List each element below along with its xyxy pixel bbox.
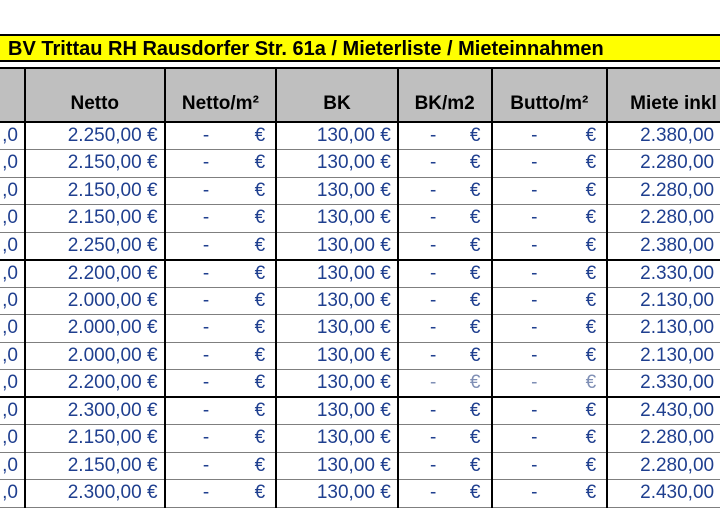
cell-bk[interactable]: 130,00 € [276,370,398,398]
cell-miete[interactable]: 2.330,00 [607,260,720,288]
cell-miete[interactable]: 2.130,00 [607,342,720,370]
dash-value: - [429,234,437,256]
dash-value: - [531,482,538,503]
cell-netto[interactable]: 2.150,00 € [25,452,165,480]
dash-value: - [202,344,210,366]
cell-bk-m2[interactable] [398,425,492,453]
header-first[interactable] [0,68,25,122]
table-row [0,122,720,150]
dash-value: - [202,125,210,146]
cell-bk-m2[interactable] [398,370,492,398]
euro-sign: € [585,372,597,393]
cell-butto-m2[interactable] [492,315,608,343]
euro-sign: € [469,234,481,256]
cell-netto[interactable]: 2.200,00 € [25,260,165,288]
cell-bk[interactable]: 130,00 € [276,260,398,288]
cell-miete[interactable]: 2.380,00 [607,232,720,260]
cell-butto-m2[interactable] [492,480,608,508]
dash-value: - [531,289,538,311]
header-miete[interactable]: Miete inkl [607,68,720,122]
cell-miete[interactable]: 2.280,00 [607,452,720,480]
cell-netto-m2[interactable] [165,150,277,178]
euro-sign: € [254,289,266,311]
table-row [0,205,720,233]
table-row [0,480,720,508]
cell-netto-m2[interactable] [165,425,277,453]
cell-first[interactable]: ,0 [0,342,25,370]
cell-netto-m2[interactable] [165,260,277,288]
euro-sign: € [469,372,481,393]
cell-netto[interactable]: 2.000,00 € [25,315,165,343]
euro-sign: € [254,152,266,173]
euro-sign: € [585,262,597,284]
euro-sign: € [585,289,597,311]
cell-bk[interactable]: 130,00 € [276,452,398,480]
table-row [0,370,720,398]
dash-value: - [531,344,538,366]
cell-bk-m2[interactable] [398,177,492,205]
cell-butto-m2[interactable] [492,287,608,315]
dash-value: - [202,207,210,228]
euro-sign: € [585,482,597,503]
cell-miete[interactable]: 2.280,00 [607,177,720,205]
cell-butto-m2[interactable] [492,260,608,288]
cell-butto-m2[interactable] [492,452,608,480]
euro-sign: € [585,125,597,146]
euro-sign: € [254,179,266,201]
cell-butto-m2[interactable] [492,342,608,370]
cell-first[interactable]: ,0 [0,260,25,288]
euro-sign: € [469,289,481,311]
cell-bk-m2[interactable] [398,122,492,150]
cell-bk-m2[interactable] [398,150,492,178]
cell-netto-m2[interactable] [165,177,277,205]
cell-bk-m2[interactable] [398,315,492,343]
dash-value: - [202,262,210,284]
cell-netto-m2[interactable] [165,315,277,343]
cell-butto-m2[interactable] [492,150,608,178]
cell-bk[interactable]: 130,00 € [276,315,398,343]
cell-bk[interactable]: 130,00 € [276,287,398,315]
cell-netto[interactable]: 2.250,00 € [25,122,165,150]
dash-value: - [531,125,538,146]
cell-miete[interactable]: 2.330,00 [607,370,720,398]
table-row [0,232,720,260]
table-row [0,315,720,343]
cell-netto-m2[interactable] [165,122,277,150]
cell-netto-m2[interactable] [165,342,277,370]
cell-first[interactable]: ,0 [0,232,25,260]
dash-value: - [531,234,538,256]
euro-sign: € [254,317,266,338]
dash-value: - [531,262,538,284]
dash-value: - [429,400,437,421]
cell-miete[interactable]: 2.280,00 [607,150,720,178]
euro-sign: € [469,482,481,503]
header-bk[interactable]: BK [276,68,398,122]
dash-value: - [429,207,437,228]
dash-value: - [429,372,437,393]
dash-value: - [202,289,210,311]
cell-netto[interactable]: 2.150,00 € [25,177,165,205]
euro-sign: € [585,454,597,476]
euro-sign: € [585,234,597,256]
cell-netto[interactable]: 2.250,00 € [25,232,165,260]
dash-value: - [429,262,437,284]
cell-bk[interactable]: 130,00 € [276,425,398,453]
dash-value: - [202,152,210,173]
euro-sign: € [585,400,597,421]
euro-sign: € [585,344,597,366]
cell-bk[interactable]: 130,00 € [276,150,398,178]
cell-bk[interactable]: 130,00 € [276,342,398,370]
dash-value: - [429,152,437,173]
euro-sign: € [469,207,481,228]
cell-bk[interactable]: 130,00 € [276,397,398,425]
table-row [0,397,720,425]
table-row [0,260,720,288]
cell-netto[interactable]: 2.000,00 € [25,342,165,370]
tenant-table [0,67,720,508]
dash-value: - [429,454,437,476]
dash-value: - [202,454,210,476]
euro-sign: € [254,482,266,503]
cell-netto[interactable]: 2.300,00 € [25,480,165,508]
table-row [0,150,720,178]
cell-bk-m2[interactable] [398,232,492,260]
euro-sign: € [469,179,481,201]
header-butto-m2[interactable]: Butto/m² [492,68,608,122]
dash-value: - [429,317,437,338]
dash-value: - [202,179,210,201]
cell-netto[interactable]: 2.150,00 € [25,205,165,233]
cell-first[interactable]: ,0 [0,397,25,425]
dash-value: - [429,289,437,311]
euro-sign: € [254,234,266,256]
cell-bk[interactable]: 130,00 € [276,122,398,150]
euro-sign: € [469,152,481,173]
table-body [0,122,720,507]
cell-netto-m2[interactable] [165,232,277,260]
euro-sign: € [469,125,481,146]
dash-value: - [531,400,538,421]
cell-first[interactable]: ,0 [0,370,25,398]
cell-bk[interactable]: 130,00 € [276,232,398,260]
dash-value: - [531,454,538,476]
euro-sign: € [254,344,266,366]
dash-value: - [202,482,210,503]
cell-bk-m2[interactable] [398,342,492,370]
euro-sign: € [254,400,266,421]
euro-sign: € [254,427,266,448]
cell-butto-m2[interactable] [492,122,608,150]
table-row [0,452,720,480]
cell-netto-m2[interactable] [165,397,277,425]
dash-value: - [531,372,538,393]
cell-netto-m2[interactable] [165,370,277,398]
cell-first[interactable]: ,0 [0,122,25,150]
cell-butto-m2[interactable] [492,232,608,260]
cell-miete[interactable]: 2.130,00 [607,287,720,315]
sheet-title-bar [0,34,720,62]
euro-sign: € [254,125,266,146]
cell-bk-m2[interactable] [398,397,492,425]
cell-bk[interactable]: 130,00 € [276,205,398,233]
cell-miete[interactable]: 2.130,00 [607,315,720,343]
dash-value: - [531,427,538,448]
euro-sign: € [469,317,481,338]
euro-sign: € [585,179,597,201]
dash-value: - [429,344,437,366]
cell-bk-m2[interactable] [398,287,492,315]
cell-miete[interactable]: 2.380,00 [607,122,720,150]
cell-netto-m2[interactable] [165,205,277,233]
cell-miete[interactable]: 2.430,00 [607,397,720,425]
dash-value: - [531,152,538,173]
dash-value: - [202,317,210,338]
dash-value: - [429,427,437,448]
cell-netto[interactable]: 2.300,00 € [25,397,165,425]
euro-sign: € [254,207,266,228]
cell-bk-m2[interactable] [398,260,492,288]
cell-netto[interactable]: 2.150,00 € [25,150,165,178]
dash-value: - [202,427,210,448]
header-row [0,68,720,122]
euro-sign: € [469,262,481,284]
euro-sign: € [469,400,481,421]
dash-value: - [429,179,437,201]
dash-value: - [202,234,210,256]
dash-value: - [531,317,538,338]
cell-first[interactable]: ,0 [0,205,25,233]
table-row [0,287,720,315]
header-netto-m2[interactable]: Netto/m² [165,68,277,122]
euro-sign: € [254,372,266,393]
cell-netto[interactable]: 2.150,00 € [25,425,165,453]
euro-sign: € [254,262,266,284]
cell-bk[interactable]: 130,00 € [276,177,398,205]
sheet-title: BV Trittau RH Rausdorfer Str. 61a / Mieterliste / Mieteinnahmen [8,38,604,60]
cell-first[interactable]: ,0 [0,452,25,480]
cell-first[interactable]: ,0 [0,315,25,343]
table-row [0,342,720,370]
dash-value: - [429,482,437,503]
euro-sign: € [469,427,481,448]
dash-value: - [531,179,538,201]
table-row [0,425,720,453]
cell-first[interactable]: ,0 [0,150,25,178]
cell-miete[interactable]: 2.280,00 [607,205,720,233]
cell-bk-m2[interactable] [398,480,492,508]
euro-sign: € [585,207,597,228]
cell-netto-m2[interactable] [165,287,277,315]
dash-value: - [202,372,210,393]
euro-sign: € [254,454,266,476]
cell-butto-m2[interactable] [492,177,608,205]
cell-butto-m2[interactable] [492,425,608,453]
cell-miete[interactable]: 2.430,00 [607,480,720,508]
cell-netto[interactable]: 2.000,00 € [25,287,165,315]
cell-butto-m2[interactable] [492,397,608,425]
cell-first[interactable]: ,0 [0,425,25,453]
cell-netto-m2[interactable] [165,480,277,508]
cell-miete[interactable]: 2.280,00 [607,425,720,453]
cell-bk[interactable]: 130,00 € [276,480,398,508]
euro-sign: € [469,344,481,366]
euro-sign: € [585,427,597,448]
cell-first[interactable]: ,0 [0,287,25,315]
header-netto[interactable]: Netto [25,68,165,122]
cell-bk-m2[interactable] [398,205,492,233]
cell-bk-m2[interactable] [398,452,492,480]
euro-sign: € [585,317,597,338]
header-bk-m2[interactable]: BK/m2 [398,68,492,122]
cell-first[interactable]: ,0 [0,177,25,205]
dash-value: - [429,125,437,146]
cell-netto[interactable]: 2.200,00 € [25,370,165,398]
cell-butto-m2[interactable] [492,370,608,398]
cell-first[interactable]: ,0 [0,480,25,508]
table-row [0,177,720,205]
euro-sign: € [469,454,481,476]
euro-sign: € [585,152,597,173]
cell-netto-m2[interactable] [165,452,277,480]
dash-value: - [531,207,538,228]
dash-value: - [202,400,210,421]
cell-butto-m2[interactable] [492,205,608,233]
